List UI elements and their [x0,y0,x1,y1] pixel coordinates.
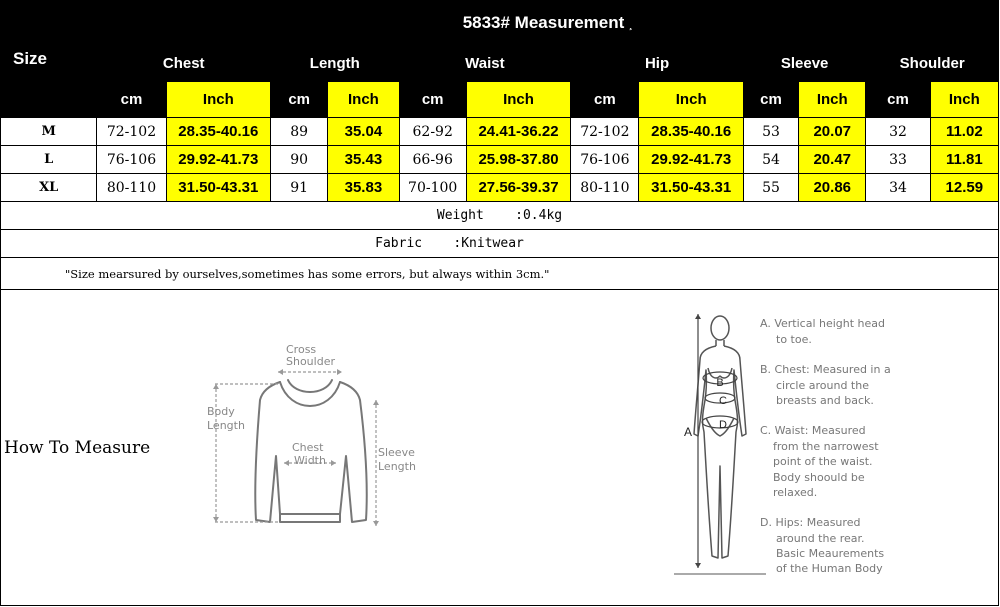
unit-cm: cm [743,82,798,118]
col-waist: Waist [399,45,571,82]
unit-inch: Inch [466,82,570,118]
note-d: around the rear. [776,532,865,545]
note-d: D. Hips: Measured [760,516,861,529]
value-inch: 31.50-43.31 [166,174,270,202]
note-c: Body shoould be [773,471,865,484]
unit-inch: Inch [799,82,866,118]
value-cm: 53 [743,118,798,146]
value-cm: 62-92 [399,118,466,146]
value-cm: 33 [866,146,930,174]
size-cell: L [1,146,97,174]
value-cm: 66-96 [399,146,466,174]
value-inch: 35.83 [328,174,399,202]
size-chart-table [0,0,999,290]
unit-cm: cm [97,82,166,118]
letter-d: D [719,419,727,431]
note-a: A. Vertical height head [760,317,886,330]
value-cm: 89 [271,118,328,146]
value-inch: 12.59 [930,174,998,202]
value-inch: 28.35-40.16 [639,118,743,146]
value-inch: 24.41-36.22 [466,118,570,146]
value-cm: 76-106 [97,146,166,174]
chest-width-label: Chest [292,441,324,454]
chest-width-label: Width [294,454,326,467]
note-b: breasts and back. [776,394,874,407]
value-cm: 32 [866,118,930,146]
note-b: circle around the [776,379,869,392]
value-inch: 20.47 [799,146,866,174]
cross-shoulder-label: Cross [286,343,317,356]
value-inch: 35.43 [328,146,399,174]
sleeve-length-label: Sleeve [378,446,415,459]
value-inch: 29.92-41.73 [639,146,743,174]
size-cell: XL [1,174,97,202]
unit-cm: cm [866,82,930,118]
size-cell: M [1,118,97,146]
value-cm: 72-102 [571,118,639,146]
table-row [1,118,999,146]
note-a: to toe. [776,333,812,346]
letter-b: B [716,377,724,389]
body-length-label: Body [207,405,235,418]
value-inch: 25.98-37.80 [466,146,570,174]
note-d: Basic Meaurements [776,547,885,560]
unit-cm: cm [399,82,466,118]
body-length-label: Length [207,419,245,432]
value-cm: 76-106 [571,146,639,174]
note-c: C. Waist: Measured [760,424,866,437]
value-cm: 80-110 [97,174,166,202]
value-cm: 54 [743,146,798,174]
how-to-measure-label: How To Measure [4,438,151,458]
title-text: 5833# Measurement [462,12,625,32]
value-inch: 29.92-41.73 [166,146,270,174]
col-sleeve: Sleeve [743,45,865,82]
value-cm: 90 [271,146,328,174]
value-inch: 35.04 [328,118,399,146]
cross-shoulder-label: Shoulder [286,355,335,368]
value-cm: 91 [271,174,328,202]
body-diagram [670,306,900,580]
value-inch: 11.81 [930,146,998,174]
note-c: point of the waist. [773,455,873,468]
col-chest: Chest [97,45,271,82]
measure-note: "Size mearsured by ourselves,sometimes has some errors, but always within 3cm." [1,258,999,290]
table-title [97,1,999,45]
unit-cm: cm [271,82,328,118]
value-cm: 72-102 [97,118,166,146]
unit-inch: Inch [328,82,399,118]
value-inch: 31.50-43.31 [639,174,743,202]
letter-a: A [684,425,693,439]
col-shoulder: Shoulder [866,45,999,82]
title-mark: ¸ [629,18,633,31]
col-hip: Hip [571,45,744,82]
value-inch: 27.56-39.37 [466,174,570,202]
value-inch: 11.02 [930,118,998,146]
value-inch: 20.86 [799,174,866,202]
value-cm: 70-100 [399,174,466,202]
value-inch: 28.35-40.16 [166,118,270,146]
size-header: Size [1,1,97,118]
table-row [1,174,999,202]
unit-inch: Inch [166,82,270,118]
value-cm: 55 [743,174,798,202]
sleeve-length-label: Length [378,460,416,473]
value-inch: 20.07 [799,118,866,146]
fabric-row: Fabric :Knitwear [1,230,999,258]
unit-inch: Inch [639,82,743,118]
col-length: Length [271,45,400,82]
value-cm: 34 [866,174,930,202]
unit-inch: Inch [930,82,998,118]
table-row [1,146,999,174]
weight-row: Weight :0.4kg [1,202,999,230]
note-c: from the narrowest [773,440,879,453]
letter-c: C [719,395,727,407]
note-d: of the Human Body [776,562,883,575]
note-b: B. Chest: Measured in a [760,363,891,376]
value-cm: 80-110 [571,174,639,202]
unit-cm: cm [571,82,639,118]
sweater-diagram [200,338,430,538]
note-c: relaxed. [773,486,818,499]
